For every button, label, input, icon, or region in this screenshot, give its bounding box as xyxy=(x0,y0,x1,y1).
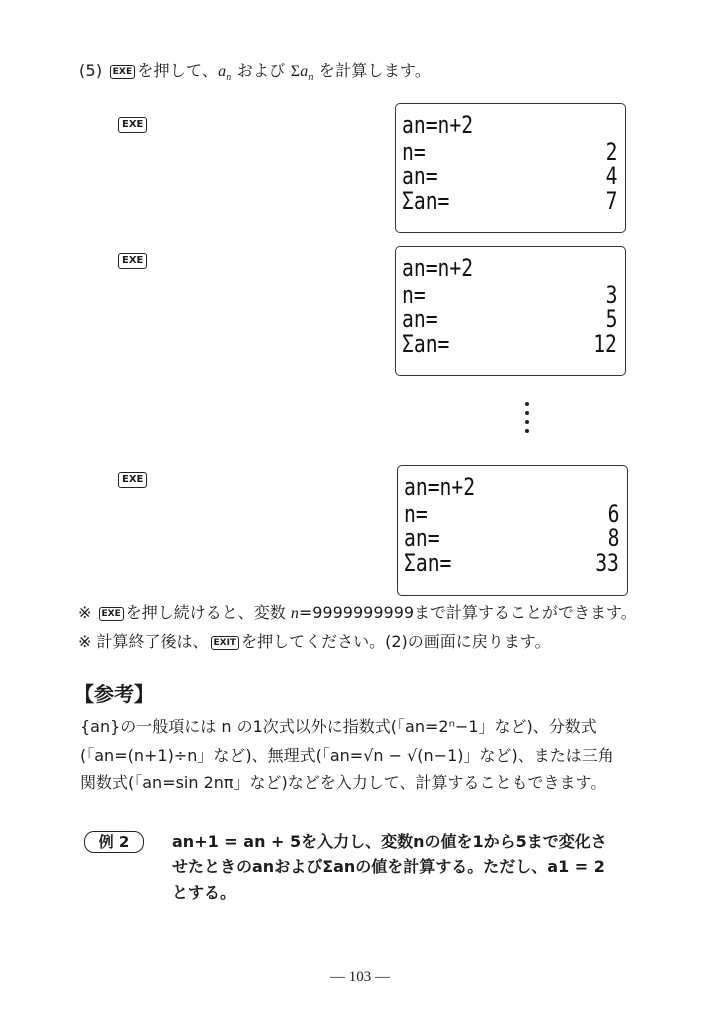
step-instruction: (5) EXE を押して、$a_n$ および $\Sigma a_n$ を計算します。 xyxy=(79,61,432,84)
screen-row: Σan= 12 xyxy=(402,330,617,358)
calculator-screen-1 xyxy=(395,103,626,233)
example-line-2: せたときのanおよびΣanの値を計算する。ただし、a1 = 2 xyxy=(172,857,605,876)
reference-line-1: {an}の一般項には n の1次式以外に指数式(「an=2ⁿ−1」など)、分数式 xyxy=(80,717,597,736)
screen-row: an= 5 xyxy=(402,305,617,333)
example-badge: 例 2 xyxy=(84,831,144,853)
calculator-screen-2 xyxy=(395,246,626,376)
screen-row: Σan= 7 xyxy=(402,187,617,215)
reference-line-3: 関数式(「an=sin 2nπ」など)などを入力して、計算することもできます。 xyxy=(80,773,607,792)
screen-row: an= 4 xyxy=(402,162,617,190)
exe-key-icon: EXE xyxy=(118,472,147,488)
exe-key-icon: EXE xyxy=(110,65,136,79)
calculator-screen-3 xyxy=(397,465,628,596)
exe-key-icon: EXE xyxy=(118,117,147,133)
note-2: ※ 計算終了後は、 EXIT を押してください。(2)の画面に戻ります。 xyxy=(78,632,551,651)
screen-row: an= 8 xyxy=(404,524,619,552)
exit-key-icon: EXIT xyxy=(211,636,240,650)
screen-row: an=n+2 xyxy=(404,473,476,501)
reference-line-2: (「an=(n+1)÷n」など)、無理式(「an=√n − √(n−1)」など)、または三角 xyxy=(80,746,614,765)
screen-row: n= 2 xyxy=(402,138,617,166)
step-prefix: (5) xyxy=(79,61,108,80)
screen-row: an=n+2 xyxy=(402,111,474,139)
screen-row: an=n+2 xyxy=(402,254,474,282)
reference-heading: 【参考】 xyxy=(74,682,154,706)
screen-row: n= 3 xyxy=(402,281,617,309)
screen-row: Σan= 33 xyxy=(404,549,619,577)
example-line-3: とする。 xyxy=(172,883,237,902)
note-1: ※ EXE を押し続けると、変数 n=9999999999まで計算することができます。 xyxy=(78,603,637,622)
screen-row: n= 6 xyxy=(404,500,619,528)
exe-key-icon: EXE xyxy=(118,253,147,269)
example-line-1: an+1 = an + 5を入力し、変数nの値を1から5まで変化さ xyxy=(172,832,607,851)
page-number: — 103 — xyxy=(330,969,390,985)
exe-key-icon: EXE xyxy=(99,607,124,621)
